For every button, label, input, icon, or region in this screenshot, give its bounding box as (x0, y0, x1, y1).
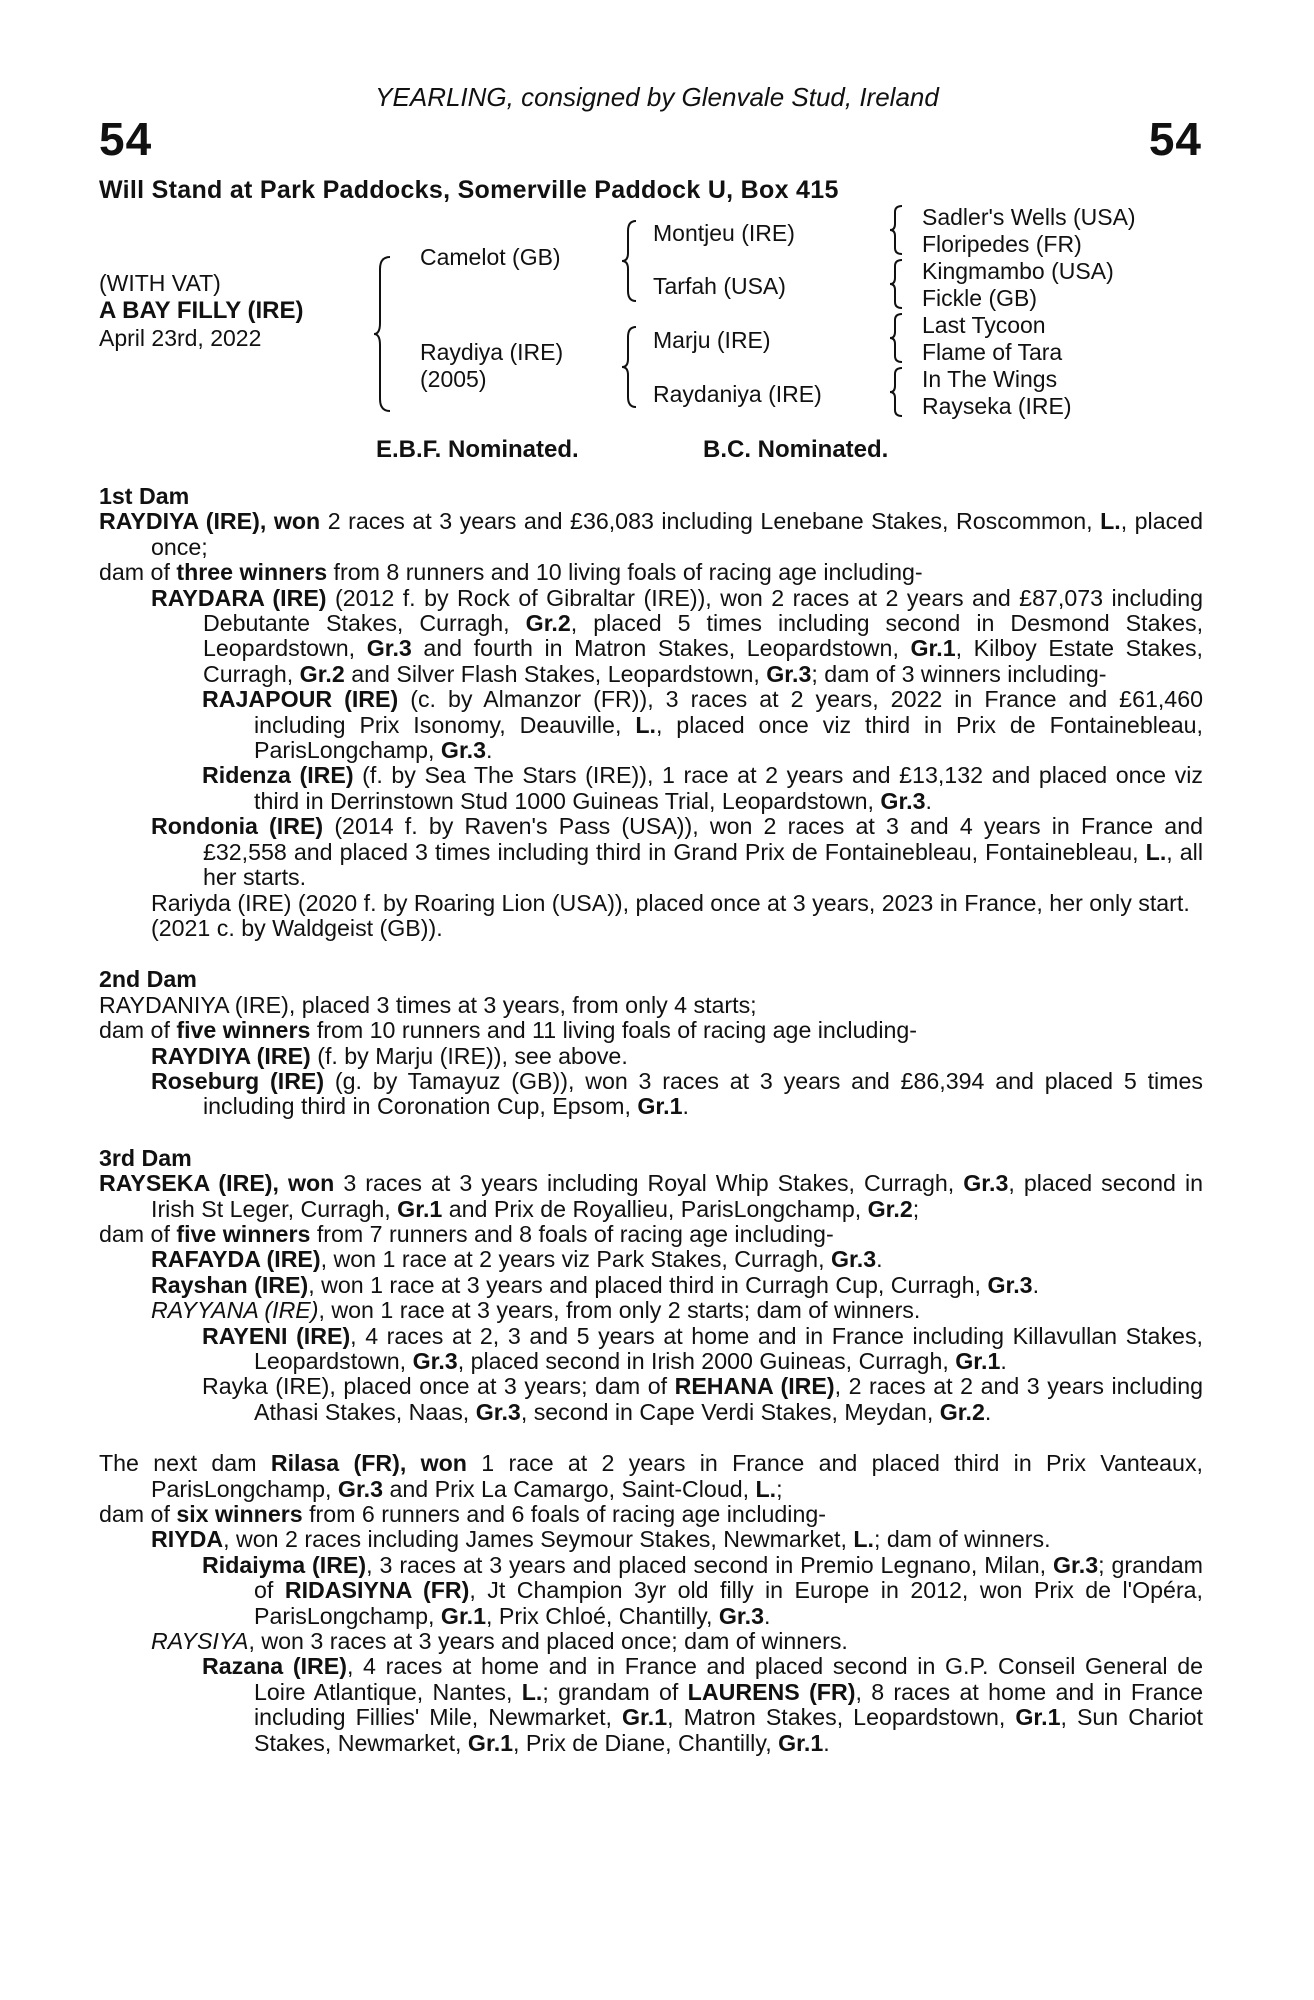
rayeni-entry: RAYENI (IRE), 4 races at 2, 3 and 5 years at home and in France including Killavullan Stakes, Leopardstown, Gr.3, placed second in Irish 2000 Guineas, Curragh, Gr.1. (202, 1322, 1203, 1374)
rayyana-entry: RAYYANA (IRE), won 1 race at 3 years, from only 2 starts; dam of winners. (151, 1297, 921, 1324)
raysiya-entry: RAYSIYA, won 3 races at 3 years and placed once; dam of winners. (151, 1628, 848, 1655)
sire-name: Camelot (GB) (420, 244, 561, 270)
waldgeist-entry: (2021 c. by Waldgeist (GB)). (151, 914, 443, 941)
roseburg-entry: Roseburg (IRE) (g. by Tamayuz (GB)), won 3 races at 3 years and £86,394 and placed 5 times including third in Coronation Cup, Epsom, Gr.1. (151, 1067, 1203, 1120)
vat-note: (WITH VAT) (99, 270, 221, 296)
lot-number-right: 54 (1148, 113, 1202, 165)
lot-number-left: 54 (99, 113, 153, 165)
first-dam-produce: dam of three winners from 8 runners and 10 living foals of racing age including- (99, 559, 923, 586)
ridenza-entry: Ridenza (IRE) (f. by Sea The Stars (IRE)), 1 race at 2 years and £13,132 and placed once viz third in Derrinstown Stud 1000 Guineas Trial, Leopardstown, Gr.3. (202, 762, 1203, 814)
catalogue-body (99, 484, 1203, 1756)
rayshan-entry: Rayshan (IRE), won 1 race at 3 years and placed third in Curragh Cup, Curragh, Gr.3. (151, 1271, 1040, 1298)
bc-nomination: B.C. Nominated. (703, 436, 889, 463)
brace-g4-1 (888, 204, 906, 256)
gen3-4: Raydaniya (IRE) (653, 381, 822, 407)
gen3-1: Montjeu (IRE) (653, 220, 795, 246)
gen4-2: Floripedes (FR) (922, 231, 1082, 257)
consignment-header: YEARLING, consigned by Glenvale Stud, Ireland (375, 82, 939, 112)
gen4-8: Rayseka (IRE) (922, 393, 1072, 419)
second-dam-heading: 2nd Dam (99, 966, 197, 993)
stand-location: Will Stand at Park Paddocks, Somerville Paddock U, Box 415 (99, 176, 839, 204)
gen4-3: Kingmambo (USA) (922, 258, 1114, 284)
brace-g4-2 (888, 258, 906, 310)
third-dam-heading: 3rd Dam (99, 1144, 192, 1171)
horse-dob: April 23rd, 2022 (99, 325, 262, 351)
next-dam-produce: dam of six winners from 6 runners and 6 foals of racing age including- (99, 1501, 826, 1528)
gen4-6: Flame of Tara (922, 339, 1063, 365)
brace-g4-4 (888, 366, 906, 418)
raydara-entry: RAYDARA (IRE) (2012 f. by Rock of Gibraltar (IRE)), won 2 races at 2 years and £87,073 including Debutante Stakes, Curragh, Gr.2, placed 5 times including second in Desmond Stakes, Leopardstown, Gr.3 and fourth in Matron Stakes, Leopardstown, Gr.1, Kilboy Estate Stakes, Curragh, Gr.2 and Silver Flash Stakes, Leopardstown, Gr.3; dam of 3 winners including- (151, 584, 1204, 687)
rajapour-entry: RAJAPOUR (IRE) (c. by Almanzor (FR)), 3 races at 2 years, 2022 in France and £61,460 including Prix Isonomy, Deauville, L., placed once viz third in Prix de Fontainebleau, ParisLongchamp, Gr.3. (202, 686, 1203, 764)
second-dam-produce: dam of five winners from 10 runners and 11 living foals of racing age including- (99, 1017, 918, 1044)
gen4-7: In The Wings (922, 366, 1058, 392)
brace-dam (620, 325, 640, 409)
gen4-1: Sadler's Wells (USA) (922, 204, 1136, 230)
next-dam-entry: The next dam Rilasa (FR), won 1 race at 2 years in France and placed third in Prix Vanteaux, ParisLongchamp, Gr.3 and Prix La Camargo, Saint-Cloud, L.; (99, 1450, 1203, 1502)
dam-name: Raydiya (IRE) (420, 339, 564, 365)
riyda-entry: RIYDA, won 2 races including James Seymour Stakes, Newmarket, L.; dam of winners. (151, 1526, 1051, 1553)
ridaiyma-entry: Ridaiyma (IRE), 3 races at 3 years and placed second in Premio Legnano, Milan, Gr.3; grandam of RIDASIYNA (FR), Jt Champion 3yr old filly in Europe in 2012, won Prix de l'Opéra, ParisLongchamp, Gr.1, Prix Chloé, Chantilly, Gr.3. (202, 1551, 1203, 1629)
dam-year: (2005) (420, 366, 487, 392)
first-dam-entry: RAYDIYA (IRE), won 2 races at 3 years and £36,083 including Lenebane Stakes, Roscommon, L., placed once; (99, 508, 1203, 560)
rayka-entry: Rayka (IRE), placed once at 3 years; dam of REHANA (IRE), 2 races at 2 and 3 years including Athasi Stakes, Naas, Gr.3, second in Cape Verdi Stakes, Meydan, Gr.2. (202, 1373, 1204, 1425)
brace-g4-3 (888, 312, 906, 364)
gen4-5: Last Tycoon (922, 312, 1046, 338)
rafayda-entry: RAFAYDA (IRE), won 1 race at 2 years viz Park Stakes, Curragh, Gr.3. (151, 1246, 883, 1273)
rondonia-entry: Rondonia (IRE) (2014 f. by Raven's Pass (USA)), won 2 races at 3 and 4 years in France and £32,558 and placed 3 times including third in Grand Prix de Fontainebleau, Fontainebleau, L., all her starts. (151, 813, 1203, 891)
brace-sire (620, 219, 640, 303)
gen4-4: Fickle (GB) (922, 285, 1037, 311)
rariyda-entry: Rariyda (IRE) (2020 f. by Roaring Lion (USA)), placed once at 3 years, 2023 in France, her only start. (151, 889, 1190, 916)
gen3-3: Marju (IRE) (653, 327, 771, 353)
first-dam-heading: 1st Dam (99, 483, 190, 509)
ebf-nomination: E.B.F. Nominated. (376, 436, 579, 463)
third-dam-entry: RAYSEKA (IRE), won 3 races at 3 years including Royal Whip Stakes, Curragh, Gr.3, placed second in Irish St Leger, Curragh, Gr.1 and Prix de Royallieu, ParisLongchamp, Gr.2; (99, 1170, 1203, 1222)
horse-name: A BAY FILLY (IRE) (99, 297, 304, 324)
second-dam-entry: RAYDANIYA (IRE), placed 3 times at 3 years, from only 4 starts; (99, 991, 757, 1018)
razana-entry: Razana (IRE), 4 races at home and in France and placed second in G.P. Conseil General de Loire Atlantique, Nantes, L.; grandam of LAURENS (FR), 8 races at home and in France including Fillies' Mile, Newmarket, Gr.1, Matron Stakes, Leopardstown, Gr.1, Sun Chariot Stakes, Newmarket, Gr.1, Prix de Diane, Chantilly, Gr.1. (202, 1653, 1204, 1756)
third-dam-produce: dam of five winners from 7 runners and 8 foals of racing age including- (99, 1220, 834, 1247)
raydiya-entry: RAYDIYA (IRE) (f. by Marju (IRE)), see above. (151, 1042, 628, 1069)
gen3-2: Tarfah (USA) (653, 273, 786, 299)
brace-gen1 (372, 255, 394, 413)
